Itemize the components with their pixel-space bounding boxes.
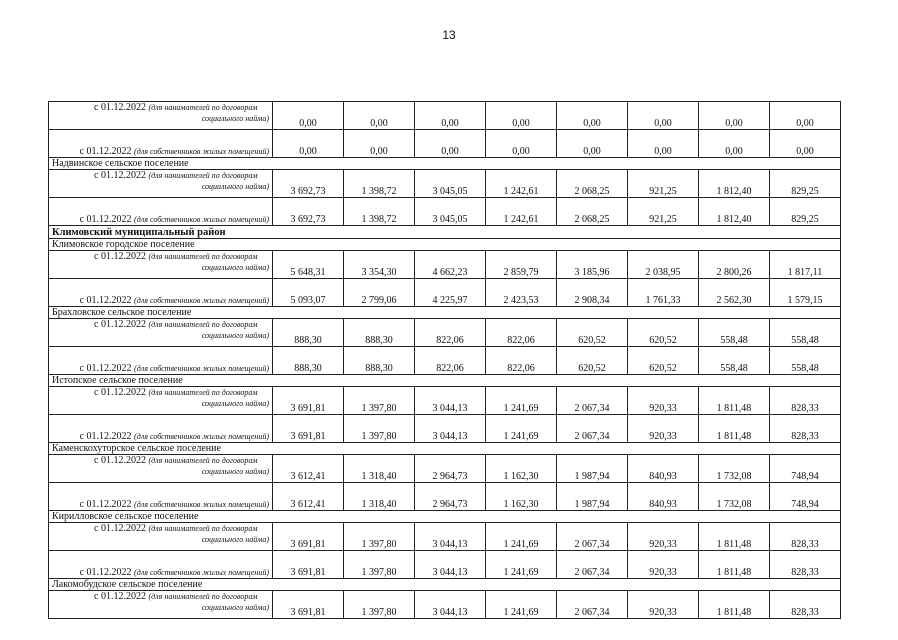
- owner-note: (для собственников жилых помещений): [134, 147, 269, 156]
- tariff-value: 0,00: [344, 102, 415, 130]
- tariff-value: 822,06: [486, 347, 557, 375]
- tariff-row: [49, 483, 841, 511]
- tariff-row: [49, 130, 841, 158]
- effective-date: с 01.12.2022: [79, 431, 132, 442]
- tariff-value: 1 162,30: [486, 483, 557, 511]
- tariff-value: 1 398,72: [344, 198, 415, 226]
- effective-date: с 01.12.2022: [94, 591, 146, 602]
- row-label: [49, 170, 273, 198]
- tariff-value: 0,00: [344, 130, 415, 158]
- row-label: [49, 523, 273, 551]
- tariff-value: 829,25: [770, 198, 841, 226]
- tariff-value: 0,00: [415, 102, 486, 130]
- tariff-value: 888,30: [344, 347, 415, 375]
- owner-note: (для собственников жилых помещений): [134, 215, 269, 224]
- tariff-row: [49, 198, 841, 226]
- tariff-value: 2 067,34: [557, 551, 628, 579]
- tariff-value: 1 318,40: [344, 455, 415, 483]
- tariff-value: 0,00: [770, 130, 841, 158]
- tariff-value: 2 964,73: [415, 483, 486, 511]
- tariff-row: [49, 102, 841, 130]
- tariff-value: 1 241,69: [486, 415, 557, 443]
- tariff-value: 3 044,13: [415, 523, 486, 551]
- tariff-value: 840,93: [628, 455, 699, 483]
- row-label: [49, 387, 273, 415]
- tariff-value: 0,00: [699, 130, 770, 158]
- effective-date: с 01.12.2022: [94, 319, 146, 330]
- tariff-value: 921,25: [628, 198, 699, 226]
- tariff-value: 1 241,69: [486, 591, 557, 619]
- settlement-title: Лакомобудское сельское поселение: [49, 579, 841, 591]
- tariff-value: 1 812,40: [699, 170, 770, 198]
- tariff-value: 3 691,81: [273, 415, 344, 443]
- tariff-value: 0,00: [699, 102, 770, 130]
- tariff-value: 3 692,73: [273, 170, 344, 198]
- tariff-value: 3 691,81: [273, 591, 344, 619]
- tenant-note: (для нанимателей по договорам: [148, 388, 258, 397]
- tariff-value: 0,00: [486, 130, 557, 158]
- effective-date: с 01.12.2022: [79, 567, 132, 578]
- settlement-title: Надвинское сельское поселение: [49, 158, 841, 170]
- tenant-note: (для нанимателей по договорам: [148, 103, 258, 112]
- tariff-value: 1 811,48: [699, 415, 770, 443]
- tariff-row: [49, 170, 841, 198]
- tariff-value: 1 811,48: [699, 591, 770, 619]
- owner-note: (для собственников жилых помещений): [134, 500, 269, 509]
- tariff-table: [48, 101, 841, 619]
- tenant-note-continuation: социального найма): [201, 467, 269, 476]
- tariff-value: 1 987,94: [557, 455, 628, 483]
- tariff-value: 620,52: [628, 347, 699, 375]
- tariff-value: 888,30: [344, 319, 415, 347]
- tariff-value: 0,00: [486, 102, 557, 130]
- tariff-value: 1 241,69: [486, 387, 557, 415]
- tariff-value: 620,52: [628, 319, 699, 347]
- settlement-title: Кирилловское сельское поселение: [49, 511, 841, 523]
- tariff-value: 0,00: [415, 130, 486, 158]
- tariff-value: 828,33: [770, 551, 841, 579]
- tariff-value: 1 987,94: [557, 483, 628, 511]
- settlement-heading-row: [49, 443, 841, 455]
- tariff-value: 2 068,25: [557, 198, 628, 226]
- tariff-value: 3 692,73: [273, 198, 344, 226]
- tariff-value: 0,00: [273, 102, 344, 130]
- settlement-heading-row: [49, 511, 841, 523]
- settlement-heading-row: [49, 158, 841, 170]
- tariff-row: [49, 251, 841, 279]
- settlement-heading-row: [49, 579, 841, 591]
- tariff-value: 1 761,33: [628, 279, 699, 307]
- row-label: [49, 415, 273, 443]
- tariff-value: 2 799,06: [344, 279, 415, 307]
- tariff-value: 1 242,61: [486, 170, 557, 198]
- tariff-value: 2 800,26: [699, 251, 770, 279]
- tariff-value: 2 562,30: [699, 279, 770, 307]
- tariff-value: 0,00: [770, 102, 841, 130]
- tenant-note-continuation: социального найма): [201, 263, 269, 272]
- effective-date: с 01.12.2022: [94, 170, 146, 181]
- tariff-row: [49, 591, 841, 619]
- tariff-value: 3 354,30: [344, 251, 415, 279]
- tenant-note: (для нанимателей по договорам: [148, 524, 258, 533]
- row-label: [49, 198, 273, 226]
- tariff-value: 620,52: [557, 319, 628, 347]
- tariff-row: [49, 455, 841, 483]
- tariff-value: 2 859,79: [486, 251, 557, 279]
- tariff-value: 1 732,08: [699, 483, 770, 511]
- owner-note: (для собственников жилых помещений): [134, 432, 269, 441]
- tariff-value: 1 397,80: [344, 415, 415, 443]
- tariff-value: 1 817,11: [770, 251, 841, 279]
- tariff-value: 1 579,15: [770, 279, 841, 307]
- effective-date: с 01.12.2022: [94, 387, 146, 398]
- tenant-note-continuation: социального найма): [201, 182, 269, 191]
- settlement-heading-row: [49, 239, 841, 251]
- tariff-value: 1 242,61: [486, 198, 557, 226]
- tariff-value: 3 612,41: [273, 455, 344, 483]
- row-label: [49, 319, 273, 347]
- tariff-value: 3 185,96: [557, 251, 628, 279]
- tenant-note: (для нанимателей по договорам: [148, 592, 258, 601]
- tenant-note-continuation: социального найма): [201, 535, 269, 544]
- tariff-value: 3 045,05: [415, 198, 486, 226]
- tenant-note-continuation: социального найма): [201, 114, 269, 123]
- tariff-value: 3 691,81: [273, 387, 344, 415]
- settlement-title: Каменскохуторское сельское поселение: [49, 443, 841, 455]
- tariff-row: [49, 319, 841, 347]
- tenant-note: (для нанимателей по договорам: [148, 171, 258, 180]
- tariff-value: 888,30: [273, 347, 344, 375]
- tariff-value: 558,48: [699, 319, 770, 347]
- tariff-value: 3 044,13: [415, 415, 486, 443]
- tenant-note: (для нанимателей по договорам: [148, 252, 258, 261]
- tariff-value: 888,30: [273, 319, 344, 347]
- tariff-value: 1 732,08: [699, 455, 770, 483]
- tenant-note: (для нанимателей по договорам: [148, 456, 258, 465]
- tariff-value: 840,93: [628, 483, 699, 511]
- tariff-value: 2 067,34: [557, 523, 628, 551]
- effective-date: с 01.12.2022: [94, 102, 146, 113]
- row-label: [49, 279, 273, 307]
- tariff-value: 748,94: [770, 455, 841, 483]
- tariff-value: 921,25: [628, 170, 699, 198]
- effective-date: с 01.12.2022: [79, 295, 132, 306]
- tariff-value: 2 067,34: [557, 387, 628, 415]
- tariff-value: 828,33: [770, 591, 841, 619]
- tariff-value: 1 398,72: [344, 170, 415, 198]
- row-label: [49, 483, 273, 511]
- tariff-value: 1 397,80: [344, 523, 415, 551]
- effective-date: с 01.12.2022: [79, 363, 132, 374]
- tariff-row: [49, 551, 841, 579]
- tariff-value: 3 044,13: [415, 551, 486, 579]
- effective-date: с 01.12.2022: [94, 251, 146, 262]
- tariff-value: 0,00: [557, 130, 628, 158]
- tenant-note-continuation: социального найма): [201, 399, 269, 408]
- tariff-value: 620,52: [557, 347, 628, 375]
- tariff-value: 1 397,80: [344, 387, 415, 415]
- tariff-value: 2 038,95: [628, 251, 699, 279]
- tariff-value: 1 397,80: [344, 551, 415, 579]
- tenant-note-continuation: социального найма): [201, 603, 269, 612]
- settlement-heading-row: [49, 307, 841, 319]
- tariff-value: 1 318,40: [344, 483, 415, 511]
- tariff-value: 1 162,30: [486, 455, 557, 483]
- tariff-value: 828,33: [770, 387, 841, 415]
- row-label: [49, 347, 273, 375]
- tariff-value: 1 241,69: [486, 523, 557, 551]
- tariff-value: 0,00: [628, 130, 699, 158]
- tariff-value: 920,33: [628, 523, 699, 551]
- tenant-note-continuation: социального найма): [201, 331, 269, 340]
- tariff-value: 822,06: [486, 319, 557, 347]
- tariff-value: 2 068,25: [557, 170, 628, 198]
- tariff-value: 829,25: [770, 170, 841, 198]
- tariff-value: 2 908,34: [557, 279, 628, 307]
- tariff-value: 4 225,97: [415, 279, 486, 307]
- tariff-value: 3 691,81: [273, 551, 344, 579]
- tariff-value: 0,00: [273, 130, 344, 158]
- page-number: 13: [442, 28, 456, 42]
- tariff-value: 558,48: [699, 347, 770, 375]
- row-label: [49, 130, 273, 158]
- tariff-value: 822,06: [415, 319, 486, 347]
- settlement-title: Климовское городское поселение: [49, 239, 841, 251]
- row-label: [49, 591, 273, 619]
- tariff-value: 5 093,07: [273, 279, 344, 307]
- tariff-value: 2 067,34: [557, 591, 628, 619]
- tariff-value: 822,06: [415, 347, 486, 375]
- settlement-heading-row: [49, 375, 841, 387]
- tariff-value: 0,00: [628, 102, 699, 130]
- row-label: [49, 251, 273, 279]
- tariff-table-body: [49, 102, 841, 619]
- tariff-value: 1 812,40: [699, 198, 770, 226]
- tariff-value: 558,48: [770, 319, 841, 347]
- effective-date: с 01.12.2022: [79, 146, 132, 157]
- tariff-row: [49, 415, 841, 443]
- tariff-row: [49, 279, 841, 307]
- tariff-value: 2 423,53: [486, 279, 557, 307]
- tariff-value: 3 691,81: [273, 523, 344, 551]
- tariff-value: 748,94: [770, 483, 841, 511]
- tariff-value: 3 045,05: [415, 170, 486, 198]
- effective-date: с 01.12.2022: [79, 214, 132, 225]
- owner-note: (для собственников жилых помещений): [134, 296, 269, 305]
- tariff-row: [49, 523, 841, 551]
- tariff-value: 0,00: [557, 102, 628, 130]
- tariff-value: 1 811,48: [699, 387, 770, 415]
- tariff-row: [49, 387, 841, 415]
- district-title: Климовский муниципальный район: [49, 226, 841, 239]
- tariff-value: 1 241,69: [486, 551, 557, 579]
- settlement-title: Истопское сельское поселение: [49, 375, 841, 387]
- effective-date: с 01.12.2022: [94, 455, 146, 466]
- tariff-value: 2 067,34: [557, 415, 628, 443]
- tariff-value: 828,33: [770, 523, 841, 551]
- tariff-value: 3 044,13: [415, 387, 486, 415]
- tariff-row: [49, 347, 841, 375]
- district-heading-row: [49, 226, 841, 239]
- settlement-title: Брахловское сельское поселение: [49, 307, 841, 319]
- effective-date: с 01.12.2022: [94, 523, 146, 534]
- tariff-value: 1 811,48: [699, 523, 770, 551]
- tariff-value: 1 811,48: [699, 551, 770, 579]
- tariff-value: 4 662,23: [415, 251, 486, 279]
- tariff-value: 5 648,31: [273, 251, 344, 279]
- tariff-value: 828,33: [770, 415, 841, 443]
- tariff-value: 3 044,13: [415, 591, 486, 619]
- tariff-value: 920,33: [628, 551, 699, 579]
- tenant-note: (для нанимателей по договорам: [148, 320, 258, 329]
- owner-note: (для собственников жилых помещений): [134, 568, 269, 577]
- tariff-value: 3 612,41: [273, 483, 344, 511]
- effective-date: с 01.12.2022: [79, 499, 132, 510]
- row-label: [49, 455, 273, 483]
- row-label: [49, 102, 273, 130]
- tariff-value: 2 964,73: [415, 455, 486, 483]
- row-label: [49, 551, 273, 579]
- tariff-value: 558,48: [770, 347, 841, 375]
- tariff-value: 1 397,80: [344, 591, 415, 619]
- tariff-value: 920,33: [628, 415, 699, 443]
- tariff-value: 920,33: [628, 591, 699, 619]
- tariff-value: 920,33: [628, 387, 699, 415]
- owner-note: (для собственников жилых помещений): [134, 364, 269, 373]
